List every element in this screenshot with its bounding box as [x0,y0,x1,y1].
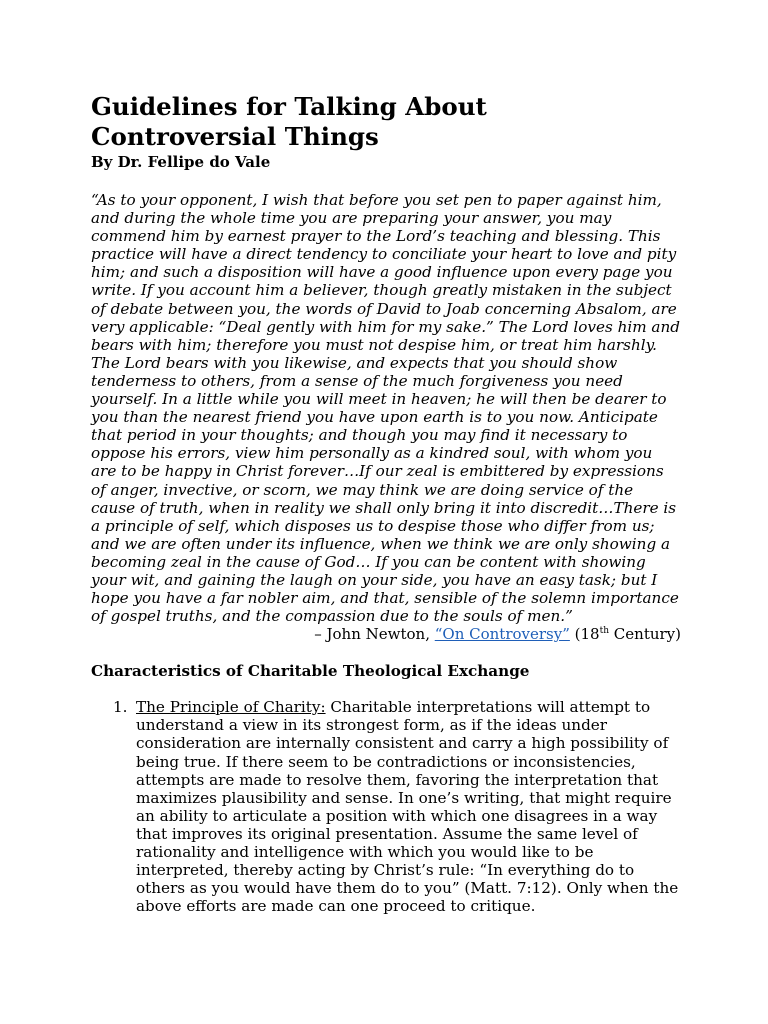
on-controversy-link[interactable]: “On Controversy” [434,625,570,644]
list-item [91,698,681,915]
document-title [91,92,681,152]
document-page [91,92,681,915]
principle-of-charity-heading: The Principle of Charity: [136,698,326,717]
century-close: Century) [609,625,681,644]
title-line-2: Controversial Things [91,122,379,151]
principle-of-charity-text: Charitable interpretations will attempt to understand a view in its strongest form, as if the ideas under consideration are internally consistent and carry a high possibility of being true. If there seem to be contradictions or inconsistencies, attempts are made to resolve them, favoring the interpretation that maximizes plausibility and sense. In one’s writing, that might require an ability to articulate a position with which one disagrees in a way that improves its original presentation. Assume the same level of rationality and intelligence with which you would like to be interpreted, thereby acting by Christ’s rule: “In everything do to others as you would have them do to you” (Matt. 7:12). Only when the above efforts are made can one proceed to critique. [136,698,679,916]
attribution-prefix: – John Newton, [314,625,435,644]
century-open: (18 [569,625,600,644]
century-sup: th [599,626,610,637]
quote-attribution [91,625,681,643]
newton-quote: “As to your opponent, I wish that before you set pen to paper against him, and during the whole time you are preparing your answer, you may commend him by earnest prayer to the Lord’s teaching and blessing. This practice will have a direct tendency to conciliate your heart to love and pity him; and such a disposition will have a good influence upon every page you write. If you account him a believer, though greatly mistaken in the subject of debate between you, the words of David to Joab concerning Absalom, are very applicable: “Deal gently with him for my sake.” The Lord loves him and bears with him; therefore you must not despise him, or treat him harshly. The Lord bears with you likewise, and expects that you should show tenderness to others, from a sense of the much forgiveness you need yourself. In a little while you will meet in heaven; he will then be dearer to you than the nearest friend you have upon earth is to you now. Anticipate that period in your thoughts; and though you may find it necessary to oppose his errors, view him personally as a kindred soul, with whom you are to be happy in Christ forever…If our zeal is embittered by expressions of anger, invective, or scorn, we may think we are doing service of the cause of truth, when in reality we shall only bring it into discredit…There is a principle of self, which disposes us to despise those who differ from us; and we are often under its influence, when we think we are only showing a becoming zeal in the cause of God… If you can be content with showing your wit, and gaining the laugh on your side, you have an easy task; but I hope you have a far nobler aim, and that, sensible of the solemn importance of gospel truths, and the compassion due to the souls of men.” [91,191,680,626]
author-byline: By Dr. Fellipe do Vale [91,153,271,171]
list-item-number: 1. [113,698,128,717]
section-heading: Characteristics of Charitable Theological Exchange [91,662,530,681]
title-line-1: Guidelines for Talking About [91,92,487,121]
characteristics-list [91,698,681,915]
